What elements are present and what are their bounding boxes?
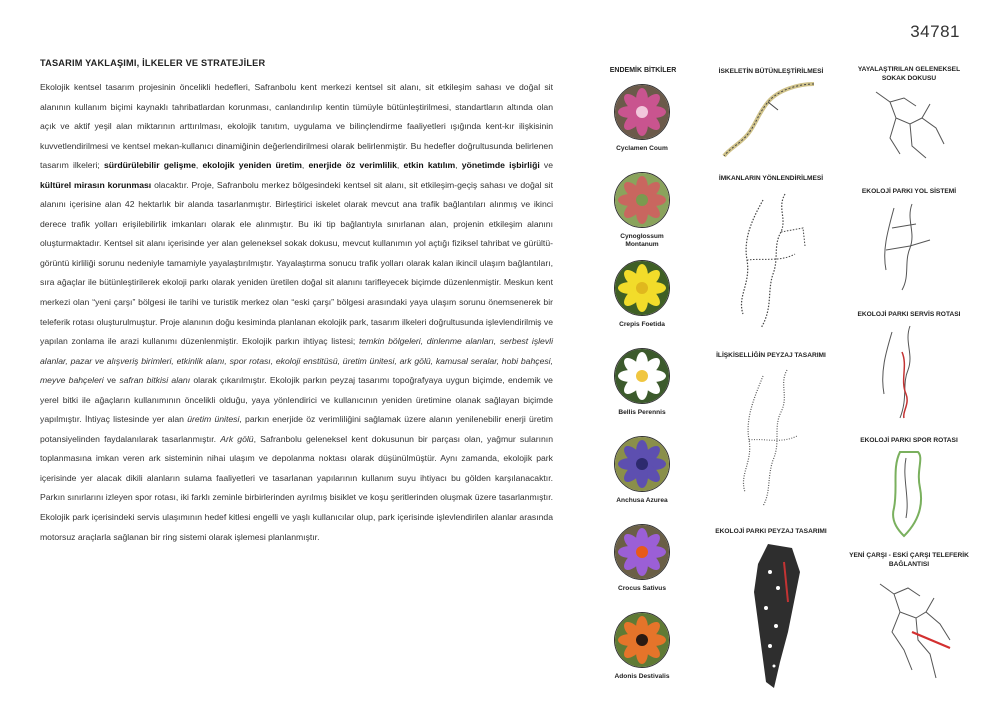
paragraph-run: , xyxy=(301,160,309,171)
paragraph-run: yönetimde işbirliği xyxy=(461,160,540,171)
plant-item xyxy=(613,612,671,681)
plant-name: Crepis Foetida xyxy=(619,321,665,328)
plant-name: Cynoglossum Montanum xyxy=(620,233,664,248)
possibilities-map xyxy=(733,188,813,338)
skeleton-map xyxy=(718,80,818,160)
paragraph-run: enerjide öz verimlilik xyxy=(308,160,397,171)
plant-photo xyxy=(614,612,670,668)
paragraph-run: olarak çıkarılmıştır. Ekolojik parkın peyzaj tasarımı topoğrafyaya uygun biçimde, endemik ve yerel bitki ile ağaçların kullanımının öncelikli olduğu, yaya yönlendirici ve kullanıcının yeniden üretimine olanak sağlayan biçimde yapılmıştır. İhtiyaç listesinde yer alan xyxy=(40,375,553,425)
plant-name: Adonis Destivalis xyxy=(614,673,670,680)
paragraph-run: safran bitkisi alanı xyxy=(119,375,191,386)
plant-item xyxy=(613,348,671,417)
plant-photo xyxy=(614,84,670,140)
road-system-map xyxy=(872,200,942,295)
paragraph-run: , Safranbolu geleneksel kent dokusunun bir parçası olan, yağmur sularının toplanmasına imkan veren ark sisteminin nihai ulaşım ve depolanma noktası olarak düşünülmüştür. Aynı zamanda, ekolojik park içerisinde yer alacak dikili alanların sulama faaliyetleri ve tasarlanan yapılarının kullanım suyu ihtiyacı bu gölden karşılanacaktır. Parkın sınırlarını izleyen spor rotası, iki farklı zeminle birbirlerinden ayrılmış bisiklet ve koşu şeritlerinden oluşmak üzere tasarlanmıştır. Ekolojik park içerisindeki servis ulaşımının hedef kitlesi engelli ve yaşlı kullanıcılar olup, park içerisinde işlevlendirilen alanlar arasında motorsuz araçlarla sağlanan bir ring sistemi olarak işlemesi planlanmıştır. xyxy=(40,433,554,542)
paragraph-run: üretim ünitesi xyxy=(187,414,240,425)
plant-name: Bellis Perennis xyxy=(618,409,666,416)
plant-photo xyxy=(614,172,670,228)
diagram-label-sport: EKOLOJİ PARKI SPOR ROTASI xyxy=(860,437,958,444)
paragraph-run: kültürel mirasın korunması xyxy=(40,179,152,190)
paragraph-run: sürdürülebilir gelişme xyxy=(103,160,196,171)
diagram-label-skeleton: İSKELETİN BÜTÜNLEŞTİRİLMESİ xyxy=(718,68,824,75)
sheet-code: 34781 xyxy=(910,22,960,41)
paragraph-run: temkin bölgeleri, dinlenme alanları, serbest işlevli alanlar, pazar ve alışveriş birimleri, etkinlik alanı, spor rotası, ekoloji enstitüsü, üretim ünitesi, ark gölü, kamusal seralar, hobi bahçesi, meyve bahçeleri xyxy=(40,336,553,386)
plant-item xyxy=(613,260,671,329)
body-paragraph xyxy=(40,78,553,547)
paragraph-run: , xyxy=(195,160,203,171)
paragraph-run: , xyxy=(396,160,404,171)
plant-item xyxy=(613,172,671,249)
diagram-label-park-landscape: EKOLOJİ PARKI PEYZAJ TASARIMI xyxy=(715,528,827,535)
plant-photo xyxy=(614,436,670,492)
teleferik-map xyxy=(870,578,960,688)
plant-photo xyxy=(614,524,670,580)
paragraph-run: ve xyxy=(539,160,554,171)
plant-item xyxy=(613,436,671,505)
plant-name: Anchusa Azurea xyxy=(616,497,668,504)
plant-photo xyxy=(614,260,670,316)
paragraph-run: etkin katılım xyxy=(403,160,456,171)
plant-item xyxy=(613,84,671,153)
plant-name: Cyclamen Coum xyxy=(616,145,668,152)
plant-photo xyxy=(614,348,670,404)
paragraph-run: olacaktır. Proje, Safranbolu merkez bölgesindeki kentsel sit alanı, sit etkileşim-geçiş sahası ve doğal sit alanını içerisine alan 42 hektarlık bir alanda tasarlanmıştır. Birleştirici iskelet olarak mevcut ana trafik bağlantıları alınmış ve ikinci derece trafik yolları erişilebilirlik imkanları olarak ele alınmıştır. Bu iki tip bağlantıyla sınırlanan alan, projenin etkileşim alanını oluşturmaktadır. Kentsel sit alanı içerisinde yer alan geleneksel sokak dokusu, mevcut kullanımın yol açtığı fiziksel tahribat ve gürültü-görüntü kirliliği sorunu nedeniyle tamamiyle yayalaştırılmıştır. Yayalaştırma sonucu trafik yolları olarak kalan ikincil ulaşım bağlantıları, sıra ağaçlar ile bütünleştirilerek ekoloji parkı olarak yeniden üretilen doğal sit alanını tarifleyecek biçimde düzenlenmiştir. Meskun kent merkezi olan “yeni çarşı” bölgesi ile tarihi ve turistik merkez olan “eski çarşı” bölgesi arasındaki yaya ulaşım sorunu önemsenerek bir teleferik rotası oluşturulmuştur. Proje alanının doğu kesiminda planlanan ekolojik park, tasarım ilkeleri doğrultusunda işlevlendirilmiş ve yapılan zonlama ile arazi kullanımı düzenlenmiştir. Ekolojik parkın ihtiyaç listesi; xyxy=(40,179,553,347)
diagram-label-possibilities: İMKANLARIN YÖNLENDİRİLMESİ xyxy=(718,175,824,182)
pedestrian-map xyxy=(870,88,950,168)
plant-item xyxy=(613,524,671,593)
plants-header: ENDEMİK BİTKİLER xyxy=(609,67,677,74)
relational-map xyxy=(733,366,813,511)
service-route-map xyxy=(872,322,942,422)
paragraph-run: ve xyxy=(103,375,120,386)
diagram-label-pedestrian: YAYALAŞTIRILAN GELENEKSEL SOKAK DOKUSU xyxy=(857,66,961,82)
diagram-label-teleferik: YENİ ÇARŞI - ESKİ ÇARŞI TELEFERİK BAĞLANTISI xyxy=(849,552,969,568)
paragraph-run: ekolojik yeniden üretim xyxy=(202,160,302,171)
paragraph-run: Ark gölü xyxy=(220,433,254,444)
sport-route-map xyxy=(880,448,940,538)
diagram-label-road-system: EKOLOJİ PARKI YOL SİSTEMİ xyxy=(861,188,957,195)
paragraph-run: , parkın enerjide öz verimliliğini sağlamak üzere alanın yenilenebilir enerji üretim potansiyelinden faydalanılarak tasarlanmıştır. xyxy=(40,414,553,444)
paragraph-run: , xyxy=(455,160,462,171)
plant-name: Crocus Sativus xyxy=(617,585,666,592)
paragraph-run: Ekolojik kentsel tasarım projesinin öncelikli hedefleri, Safranbolu kent merkezi kentsel sit alanı, sit etkileşim sahası ve doğal sit alanının kullanım biçimi kaynaklı tahribatlardan korunması, canlandırılıp kentin tümüyle bütünleştirilmesi, standartların altında olan açık ve aktif yeşil alan miktarının arttırılması, ekolojik tanıtım, uygulama ve bilinçlendirme faaliyetleri ışığında kent-kır ilişkisinin kuvvetlendirilmesi ve kentsel mekan-kullanıcı dinamiğinin değerlendirilmesi olarak belirlenmiştir. Bu hedefler doğrultusunda belirlenen tasarım ilkeleri; xyxy=(40,82,553,171)
diagram-label-relational: İLİŞKİSELLİĞİN PEYZAJ TASARIMI xyxy=(716,352,826,359)
park-landscape-map xyxy=(748,542,808,692)
diagram-label-service: EKOLOJİ PARKI SERVİS ROTASI xyxy=(857,311,961,318)
page-title: TASARIM YAKLAŞIMI, İLKELER VE STRATEJİLER xyxy=(40,58,266,68)
